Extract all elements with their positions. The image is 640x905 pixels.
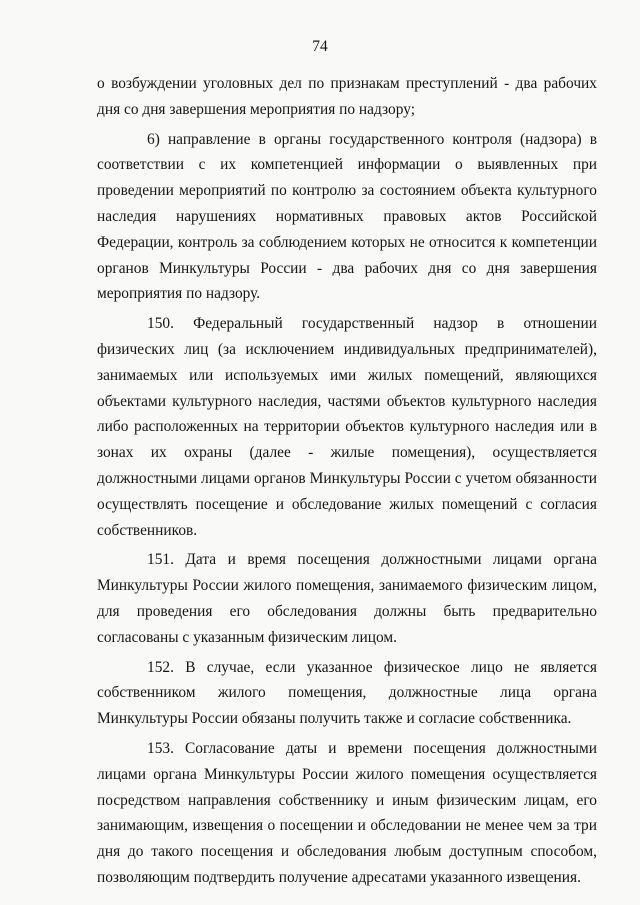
document-body xyxy=(97,71,597,895)
paragraph-150: 150. Федеральный государственный надзор в отношении физических лиц (за исключением индивидуальных предпринимателей), занимаемых или используемых ими жилых помещений, являющихся объектами культурного наследия, частями объектов культурного наследия либо расположенных на территории объектов культурного наследия или в зонах их охраны (далее - жилые помещения), осуществляется должностными лицами органов Минкультуры России с учетом обязанности осуществлять посещение и обследование жилых помещений с согласия собственников. xyxy=(97,315,597,539)
page-number: 74 xyxy=(312,38,328,55)
paragraph-152: 152. В случае, если указанное физическое лицо не является собственником жилого помещения, должностные лица органа Минкультуры России обязаны получить также и согласие собственника. xyxy=(97,658,597,728)
paragraph-151: 151. Дата и время посещения должностными лицами органа Минкультуры России жилого помещения, занимаемого физическим лицом, для проведения его обследования должны быть предварительно согласованы с указанным физическим лицом. xyxy=(97,551,597,646)
paragraph-continuation: о возбуждении уголовных дел по признакам преступлений - два рабочих дня со дня завершения мероприятия по надзору; xyxy=(97,75,597,118)
paragraph-153: 153. Согласование даты и времени посещения должностными лицами органа Минкультуры России жилого помещения осуществляется посредством направления собственнику и иным физическим лицам, его занимающим, извещения о посещении и обследовании не менее чем за три дня до такого посещения и обследования любым доступным способом, позволяющим подтвердить получение адресатами указанного извещения. xyxy=(97,739,597,886)
paragraph-item-6: 6) направление в органы государственного контроля (надзора) в соответствии с их компетенцией информации о выявленных при проведении мероприятий по контролю за состоянием объекта культурного наследия нарушениях нормативных правовых актов Российской Федерации, контроль за соблюдением которых не относится к компетенции органов Минкультуры России - два рабочих дня со дня завершения мероприятия по надзору. xyxy=(97,130,597,303)
